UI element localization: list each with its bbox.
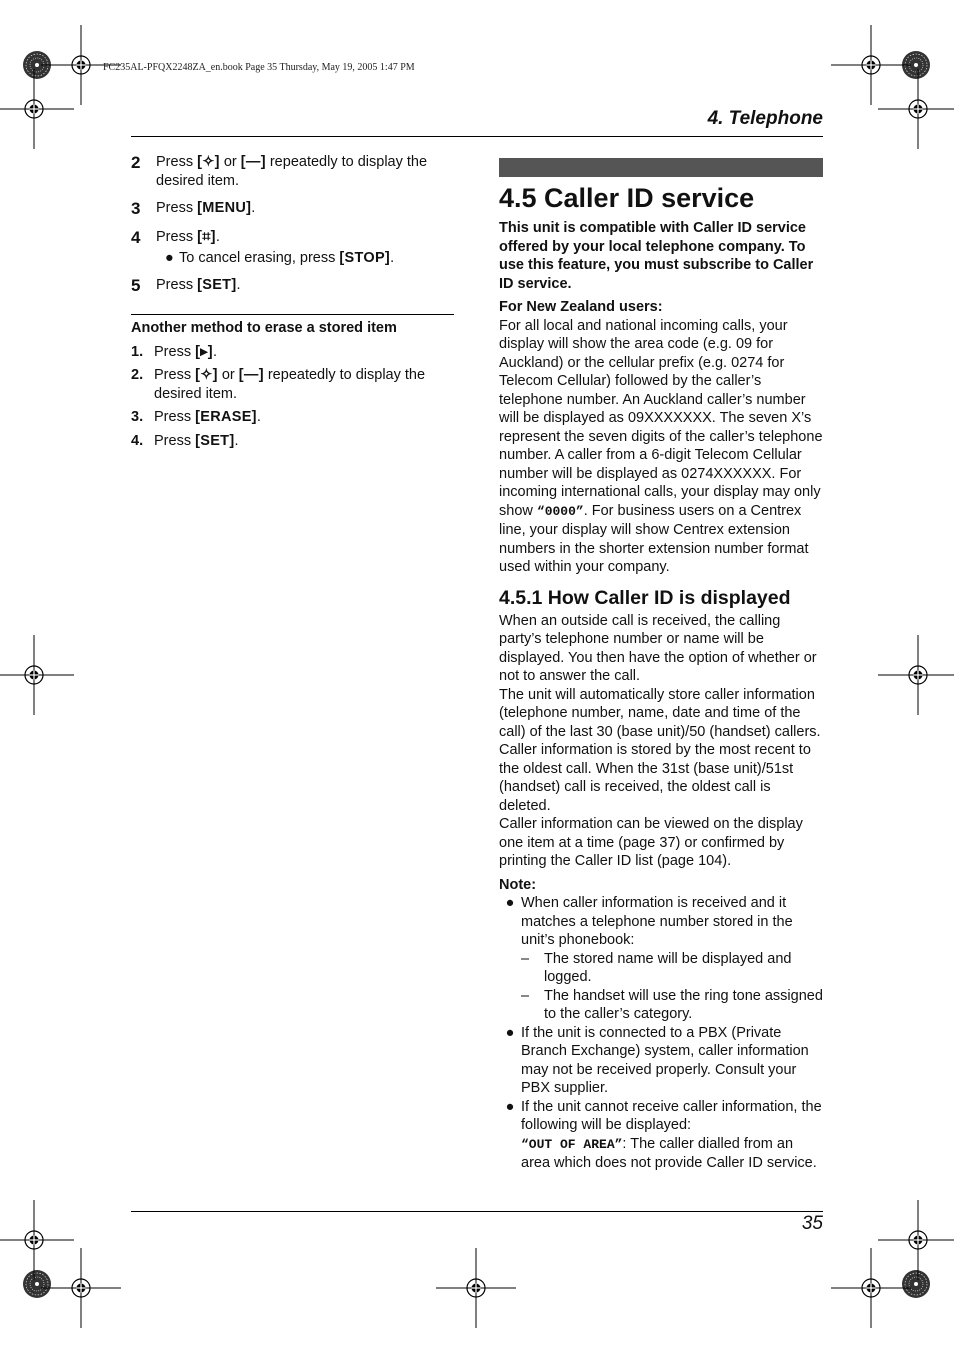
sub-step-number: 4. <box>131 432 144 449</box>
bullet-icon: ● <box>165 249 174 266</box>
up-key: [✧] <box>195 367 218 383</box>
right-column <box>499 158 823 1173</box>
subheading-rule <box>131 314 454 315</box>
sub-step <box>131 432 454 451</box>
sub-step-text <box>154 408 261 427</box>
step-text-post: repeatedly to display the desired item. <box>156 154 428 189</box>
sub-step-text <box>154 366 454 403</box>
nz-label: For New Zealand users: <box>499 299 663 315</box>
title-bar <box>499 158 823 177</box>
nz-text-tail: . For business users on a Centrex line, your display will show Centrex extension numbers in the shorter extension number format used within your company. <box>499 502 809 575</box>
sub-step-text-post: repeatedly to display the desired item. <box>154 367 426 402</box>
step-number: 3 <box>131 199 141 218</box>
display-code: “0000” <box>536 503 584 519</box>
step <box>131 199 454 219</box>
bullet-text-post: . <box>390 249 395 266</box>
dash-icon: – <box>521 950 530 967</box>
bullet-text <box>179 249 394 268</box>
header-rule <box>131 136 823 137</box>
step-text <box>156 276 454 296</box>
step-text-post: . <box>236 277 241 293</box>
note-text: If the unit cannot receive caller information, the following will be displayed: <box>521 1098 822 1133</box>
sub-step-text-post: . <box>256 409 261 425</box>
down-key: [—] <box>238 367 264 383</box>
subheading: Another method to erase a stored item <box>131 320 397 336</box>
subsection-title: 4.5.1 How Caller ID is displayed <box>499 586 791 609</box>
paragraph: Caller information can be viewed on the display one item at a time (page 37) or confirmed by printing the Caller ID list (page 104). <box>499 816 803 869</box>
dash-item <box>521 987 823 1024</box>
up-key: [✧] <box>197 154 220 170</box>
bullet-text-pre: To cancel erasing, press <box>179 249 340 266</box>
intro-paragraph: This unit is compatible with Caller ID service offered by your local telephone company. To use this feature, you must subscribe to Caller ID service. <box>499 220 814 292</box>
set-key: [SET] <box>195 432 235 449</box>
step-text <box>156 199 454 219</box>
step-text-post: . <box>215 229 220 245</box>
bullet-icon: ● <box>505 895 515 911</box>
sub-step-text <box>154 432 238 451</box>
sub-step-text <box>154 343 217 362</box>
set-key: [SET] <box>197 277 237 293</box>
down-key: [—] <box>240 154 266 170</box>
sub-step-text-mid: or <box>217 367 239 383</box>
step-text-pre: Press <box>156 200 198 216</box>
note-text: If the unit is connected to a PBX (Private Branch Exchange) system, caller information may not be received properly. Consult your PBX supplier. <box>521 1024 809 1096</box>
note-item <box>499 1024 823 1098</box>
sub-step <box>131 343 454 362</box>
bullet-icon: ● <box>505 1024 515 1041</box>
sub-step-number: 1. <box>131 343 144 360</box>
left-column <box>131 153 454 455</box>
print-header: FC235AL-PFQX2248ZA_en.book Page 35 Thursday, May 19, 2005 1:47 PM <box>103 62 415 73</box>
paragraph: The unit will automatically store caller information (telephone number, name, date and time of the call) of the last 30 (base unit)/50 (handset) callers. Caller information is stored by the most recent to the oldest call. When the 31st (base unit)/51st (handset) call is received, the oldest call is deleted. <box>499 686 821 814</box>
step-text-mid: or <box>219 154 241 170</box>
step-number: 2 <box>131 153 141 172</box>
step-text <box>156 153 454 190</box>
sub-step-text-pre: Press <box>154 367 196 383</box>
step-number: 5 <box>131 276 141 295</box>
note-text: When caller information is received and it matches a telephone number stored in the unit’s phonebook: <box>521 895 793 948</box>
step-text-pre: Press <box>156 277 198 293</box>
bullet-item <box>165 249 454 268</box>
step-text-post: . <box>251 200 256 216</box>
paragraph: When an outside call is received, the calling party’s telephone number or name will be displayed. You then have the option of whether or not to answer the call. <box>499 612 817 684</box>
step-number: 4 <box>131 228 141 247</box>
note-code-line <box>521 1135 823 1173</box>
dash-text: The stored name will be displayed and logged. <box>544 950 792 985</box>
note-label: Note: <box>499 876 537 893</box>
sub-step-text-pre: Press <box>154 409 196 425</box>
footer-rule <box>131 1211 823 1212</box>
note-item <box>499 894 823 1024</box>
section-title: 4.5 Caller ID service <box>499 183 755 213</box>
step-text-pre: Press <box>156 154 198 170</box>
erase-key: [ERASE] <box>195 409 257 425</box>
step-text <box>156 228 454 267</box>
step <box>131 276 454 296</box>
nz-text: For all local and national incoming calls, your display will show the area code (e.g. 09 for Auckland) or the cellular prefix (e.g. 0274 for Telecom Cellular) followed by the caller’s telephone number. An Auckland caller’s number will be displayed as 09XXXXXXX. The seven X’s represent the seven digits of the caller’s telephone number. A caller from a 6-digit Telecom Cellular number will be displayed as 0274XXXXXX. For incoming international calls, your display may only show <box>499 317 823 519</box>
sub-step-text-post: . <box>234 432 239 449</box>
sub-step-number: 2. <box>131 367 144 383</box>
note-text-tail: : The caller dialled from an area which does not provide Caller ID service. <box>521 1135 817 1171</box>
stop-key: [STOP] <box>339 249 391 266</box>
page-number: 35 <box>801 1213 823 1234</box>
step <box>131 153 454 190</box>
note-item <box>499 1098 823 1173</box>
dash-icon: – <box>521 987 530 1004</box>
dash-item <box>521 950 823 987</box>
step-text-pre: Press <box>156 229 198 245</box>
note-body <box>521 894 823 1024</box>
dash-text: The handset will use the ring tone assigned to the caller’s category. <box>544 987 823 1022</box>
sub-step-text-post: . <box>212 343 217 360</box>
sub-step-number: 3. <box>131 409 144 425</box>
nz-paragraph <box>499 317 823 577</box>
right-key: [▸] <box>195 343 213 360</box>
menu-key: [MENU] <box>197 200 252 216</box>
hash-key: [⌗] <box>197 229 216 245</box>
section-header: 4. Telephone <box>707 108 823 129</box>
step <box>131 228 454 267</box>
display-code: “OUT OF AREA” <box>521 1136 623 1152</box>
sub-step-text-pre: Press <box>154 432 196 449</box>
sub-step <box>131 408 454 427</box>
bullet-icon: ● <box>505 1098 515 1115</box>
sub-step-text-pre: Press <box>154 343 196 360</box>
sub-step <box>131 366 454 403</box>
note-body <box>521 1098 823 1173</box>
